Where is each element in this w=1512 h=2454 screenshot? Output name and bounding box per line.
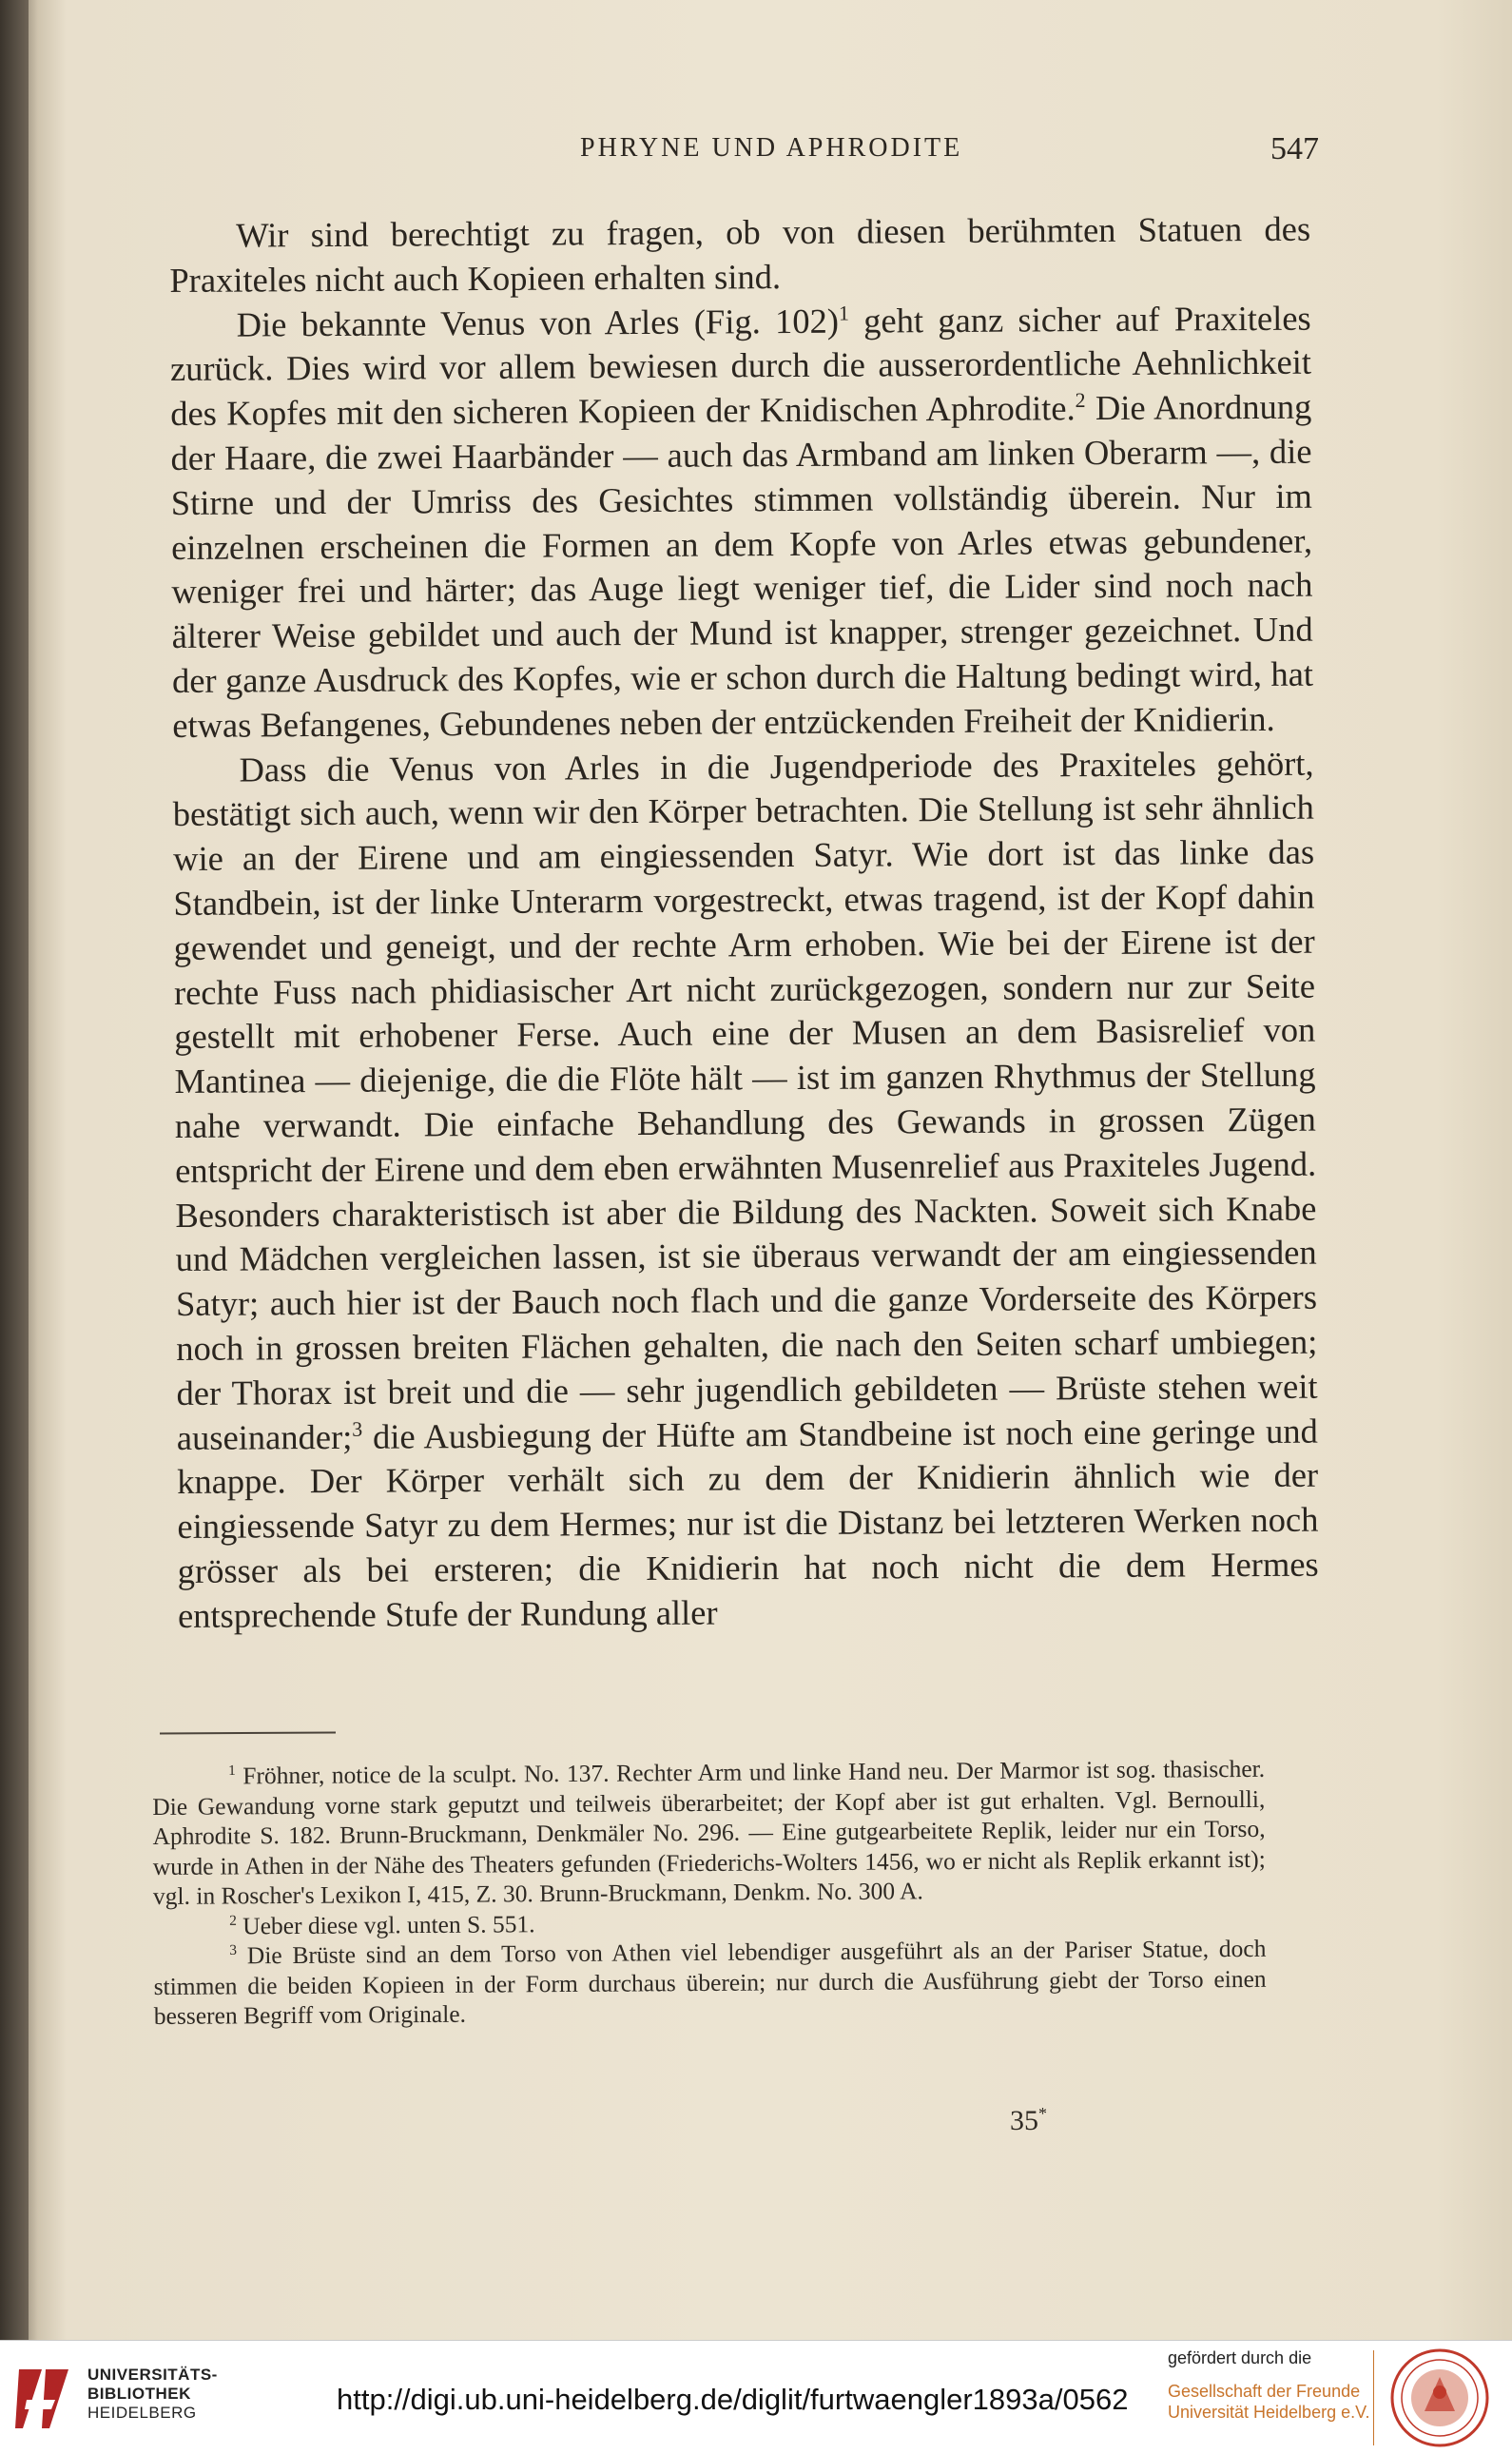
running-title: PHRYNE UND APHRODITE [580, 133, 963, 163]
ub-heidelberg-logo-icon[interactable] [13, 2362, 74, 2436]
footnote-ref-2: 2 [1075, 388, 1086, 413]
footnote-1: $^1$ Fröhner, notice de la sculpt. No. 137. Rechter Arm und linke Hand neu. Der Marmor ist sog. thasischer. Die Gewandung vorne stark geputzt und teilweis überarbeitet; der Kopf aber ist gut erhalten. Vgl. Bernoulli, Aphrodite S. 182. Brunn-Bruckmann, Denkmäler No. 296. — Eine gutgearbeitete Replik, leider nur ein Torso, wurde in Athen in der Nähe des Theaters gefunden (Friederichs-Wolters 1456, wo er nicht als Replik erkannt ist); vgl. in Roscher's Lexikon I, 415, Z. 30. Brunn-Bruckmann, Denkm. No. 300 A. [152, 1754, 1266, 1910]
page-header [0, 133, 1512, 181]
footnote-3: $^3$ Die Brüste sind an dem Torso von Athen viel lebendiger ausgeführt als an der Pariser Statue, doch stimmen die beiden Kopieen in der Form durchaus überein; nur durch die Ausführung giebt der Torso einen besseren Begriff vom Originale. [153, 1934, 1267, 2030]
viewer-footer [0, 2340, 1512, 2454]
footnote-divider [160, 1732, 336, 1735]
footnotes [152, 1754, 1267, 2032]
funded-by-label: gefördert durch die [1168, 2348, 1312, 2367]
footer-divider [1373, 2350, 1374, 2445]
signature-mark: 35* [1010, 2104, 1047, 2136]
permalink-url[interactable]: http://digi.ub.uni-heidelberg.de/diglit/furtwaengler1893a/0562 [337, 2383, 1129, 2416]
paragraph-1: Wir sind berechtigt zu fragen, ob von diesen berühmten Statuen des Praxiteles nicht auch Kopieen erhalten sind. [169, 208, 1311, 300]
footnote-ref-3: 3 [352, 1416, 363, 1441]
footnote-2: $^2$ Ueber diese vgl. unten S. 551. [229, 1909, 535, 1939]
page-number: 547 [1270, 131, 1319, 166]
university-seal-icon [1390, 2348, 1489, 2447]
body-text [169, 207, 1319, 1639]
paragraph-2: Die bekannte Venus von Arles (Fig. 102)$^1$ geht ganz sicher auf Praxiteles zurück. Dies wird vor allem bewiesen durch die ausserordentliche Aehnlichkeit des Kopfes mit den sicheren Kopieen der Knidischen Aphrodite.$^2$ Die Anordnung der Haare, die zwei Haarbänder — auch das Armband am linken Oberarm —, die Stirne und der Umriss des Gesichtes stimmen vollständig überein. Nur im einzelnen erscheinen die Formen an dem Kopfe von Arles etwas gebundener, weniger frei und härter; das Auge liegt weniger tief, die Lider sind noch nach älterer Weise gebildet und auch der Mund ist knapper, strenger gezeichnet. Und der ganze Ausdruck des Kopfes, wie er schon durch die Haltung bedingt wird, hat etwas Befangenes, Gebundenes neben der entzückenden Freiheit der Knidierin. [169, 298, 1314, 745]
society-name[interactable]: Gesellschaft der Freunde Universität Heidelberg e.V. [1168, 2382, 1370, 2422]
footnote-ref-1: 1 [838, 301, 849, 325]
paragraph-3: Dass die Venus von Arles in die Jugendperiode des Praxiteles gehört, bestätigt sich auch, wenn wir den Körper betrachten. Die Stellung ist sehr ähnlich wie an der Eirene und am eingiessenden Satyr. Wie dort ist das linke das Standbein, ist der linke Unterarm vorgestreckt, etwas tragend, ist der Kopf dahin gewendet und geneigt, und der rechte Arm erhoben. Wie bei der Eirene ist der rechte Fuss nach phidiasischer Art nicht zurückgezogen, sondern nur zur Seite gestellt mit erhobener Ferse. Auch eine der Musen an dem Basisrelief von Mantinea — diejenige, die die Flöte hält — ist im ganzen Rhythmus der Stellung nahe verwandt. Die einfache Behandlung des Gewands in grossen Zügen entspricht der Eirene und dem eben erwähnten Musenrelief aus Praxiteles Jugend. Besonders charakteristisch ist aber die Bildung des Nackten. Soweit sich Knabe und Mädchen vergleichen lassen, ist sie überaus verwandt der am eingiessenden Satyr; auch hier ist der Bauch noch flach und die ganze Vorderseite des Körpers noch in grossen breiten Flächen gehalten, die nach den Seiten scharf umbiegen; der Thorax ist breit und die — sehr jugendlich gebildeten — Brüste stehen weit auseinander;$^3$ die Ausbiegung der Hüfte am Standbeine ist noch eine geringe und knappe. Der Körper verhält sich zu dem der Knidierin ähnlich wie der eingiessende Satyr zu dem Hermes; nur ist die Distanz bei letzteren Werken noch grösser als bei ersteren; die Knidierin hat noch nicht die dem Hermes entsprechende Stufe der Rundung aller [172, 743, 1319, 1635]
library-name: UNIVERSITÄTS- BIBLIOTHEK HEIDELBERG [87, 2366, 218, 2422]
